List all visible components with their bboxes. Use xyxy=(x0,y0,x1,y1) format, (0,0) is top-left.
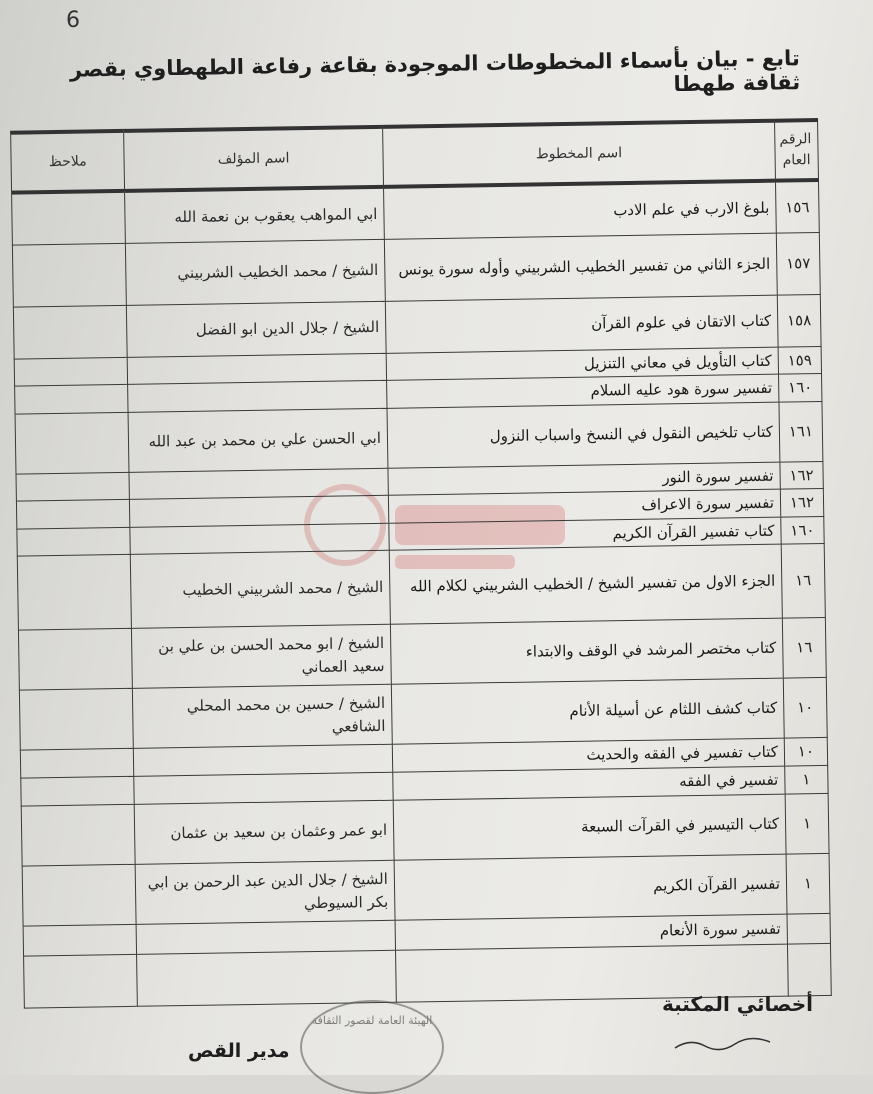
manuscript-author xyxy=(128,380,387,412)
manuscript-author xyxy=(129,468,388,500)
manuscript-title: كتاب كشف اللثام عن أسيلة الأنام xyxy=(391,678,784,744)
manuscript-title: تفسير القرآن الكريم xyxy=(394,854,787,920)
manuscript-title: كتاب تفسير في الفقه والحديث xyxy=(392,738,784,772)
manuscript-title: كتاب التيسير في القرآت السبعة xyxy=(393,794,786,860)
row-number: ١ xyxy=(785,765,829,794)
manuscript-title: بلوغ الارب في علم الادب xyxy=(383,181,776,239)
stamp-text: الهيئة العامة لقصور الثقافة xyxy=(311,1014,433,1027)
notes-cell xyxy=(13,305,127,359)
row-number: ١ xyxy=(785,793,829,854)
manuscript-title: كتاب تفسير القرآن الكريم xyxy=(389,517,781,551)
notes-cell xyxy=(17,554,131,630)
row-number: ١ xyxy=(786,853,830,914)
manuscript-author xyxy=(130,495,389,527)
notes-cell xyxy=(21,776,135,806)
manuscript-title: تفسير سورة الاعراف xyxy=(388,489,780,523)
row-number: ١٦٠ xyxy=(778,373,822,401)
row-number: ١٠ xyxy=(783,677,827,738)
row-number: ١٦٠ xyxy=(781,516,825,544)
handwritten-signature xyxy=(670,1030,780,1060)
notes-cell xyxy=(19,688,133,750)
header-title: اسم المخطوط xyxy=(383,121,776,187)
manuscript-title: تفسير سورة هود عليه السلام xyxy=(387,374,779,408)
manuscript-author xyxy=(137,950,396,1006)
librarian-signature-label: أخصائي المكتبة xyxy=(661,992,813,1016)
manuscript-title: الجزء الاول من تفسير الشيخ / الخطيب الشربيني لكلام الله xyxy=(389,544,782,624)
manuscript-author: الشيخ / حسين بن محمد المحلي الشافعي xyxy=(133,684,393,748)
manuscript-author: الشيخ / محمد الشربيني الخطيب xyxy=(131,550,391,628)
notes-cell xyxy=(16,499,130,528)
manuscript-title: تفسير سورة النور xyxy=(388,462,780,496)
manuscript-author xyxy=(134,772,393,804)
manuscript-title: كتاب تلخيص النقول في النسخ واسباب النزول xyxy=(387,402,780,468)
manuscript-title: كتاب الاتقان في علوم القرآن xyxy=(385,295,778,353)
manuscript-author: ابو عمر وعثمان بن سعيد بن عثمان xyxy=(134,800,394,864)
header-author: اسم المؤلف xyxy=(124,127,384,191)
notes-cell xyxy=(21,804,135,866)
manuscript-author xyxy=(130,523,389,555)
notes-cell xyxy=(18,628,132,690)
page-number: 6 xyxy=(66,8,80,33)
notes-cell xyxy=(23,924,137,956)
row-number: ١٥٩ xyxy=(778,346,822,374)
manuscript-author xyxy=(127,353,386,385)
manuscript-title: كتاب التأويل في معاني التنزيل xyxy=(386,347,778,381)
manuscript-title: كتاب مختصر المرشد في الوقف والابتداء xyxy=(390,618,783,684)
manuscript-author: الشيخ / جلال الدين ابو الفضل xyxy=(127,301,386,357)
manuscript-author: الشيخ / جلال الدين عبد الرحمن بن ابي بكر السيوطي xyxy=(135,860,395,924)
row-number: ١٥٦ xyxy=(775,180,819,233)
row-number: ١٥٨ xyxy=(777,294,821,347)
manuscript-title: الجزء الثاني من تفسير الخطيب الشربيني وأوله سورة يونس xyxy=(384,233,777,301)
manuscript-author: ابي المواهب يعقوب بن نعمة الله xyxy=(125,187,384,243)
notes-cell xyxy=(12,243,126,307)
manuscript-author: الشيخ / ابو محمد الحسن بن علي بن سعيد العماني xyxy=(132,624,392,688)
notes-cell xyxy=(15,384,129,413)
notes-cell xyxy=(24,954,138,1008)
table-row xyxy=(17,543,825,630)
row-number: ١٦٢ xyxy=(780,488,824,516)
header-notes: ملاحظ xyxy=(11,131,125,193)
row-number xyxy=(787,943,831,996)
row-number xyxy=(787,913,831,944)
manuscript-title: تفسير سورة الأنعام xyxy=(395,914,787,950)
notes-cell xyxy=(17,527,131,556)
official-stamp xyxy=(300,1000,444,1094)
notes-cell xyxy=(16,472,130,501)
row-number: ١٦ xyxy=(781,543,825,618)
notes-cell xyxy=(15,412,129,474)
manuscript-author xyxy=(134,744,393,776)
manuscript-author xyxy=(136,920,395,954)
row-number: ١٦١ xyxy=(779,401,823,462)
notes-cell xyxy=(20,748,134,778)
manuscripts-table xyxy=(10,118,832,1009)
notes-cell xyxy=(14,357,128,386)
row-number: ١٦ xyxy=(782,617,826,678)
row-number: ١٥٧ xyxy=(776,232,820,295)
notes-cell xyxy=(12,191,126,245)
document-title: تابع - بيان بأسماء المخطوطات الموجودة بقاعة رفاعة الطهطاوي بقصر ثقافة طهطا xyxy=(69,46,801,97)
row-number: ١٠ xyxy=(784,737,828,766)
header-number: الرقم العام xyxy=(774,120,818,181)
manuscript-title: تفسير في الفقه xyxy=(393,766,785,800)
manuscript-author: الشيخ / محمد الخطيب الشربيني xyxy=(126,239,386,305)
manuscript-author: ابي الحسن علي بن محمد بن عبد الله xyxy=(128,408,388,472)
director-signature-label: مدير القص xyxy=(188,1040,290,1062)
row-number: ١٦٢ xyxy=(780,461,824,489)
notes-cell xyxy=(22,864,136,926)
